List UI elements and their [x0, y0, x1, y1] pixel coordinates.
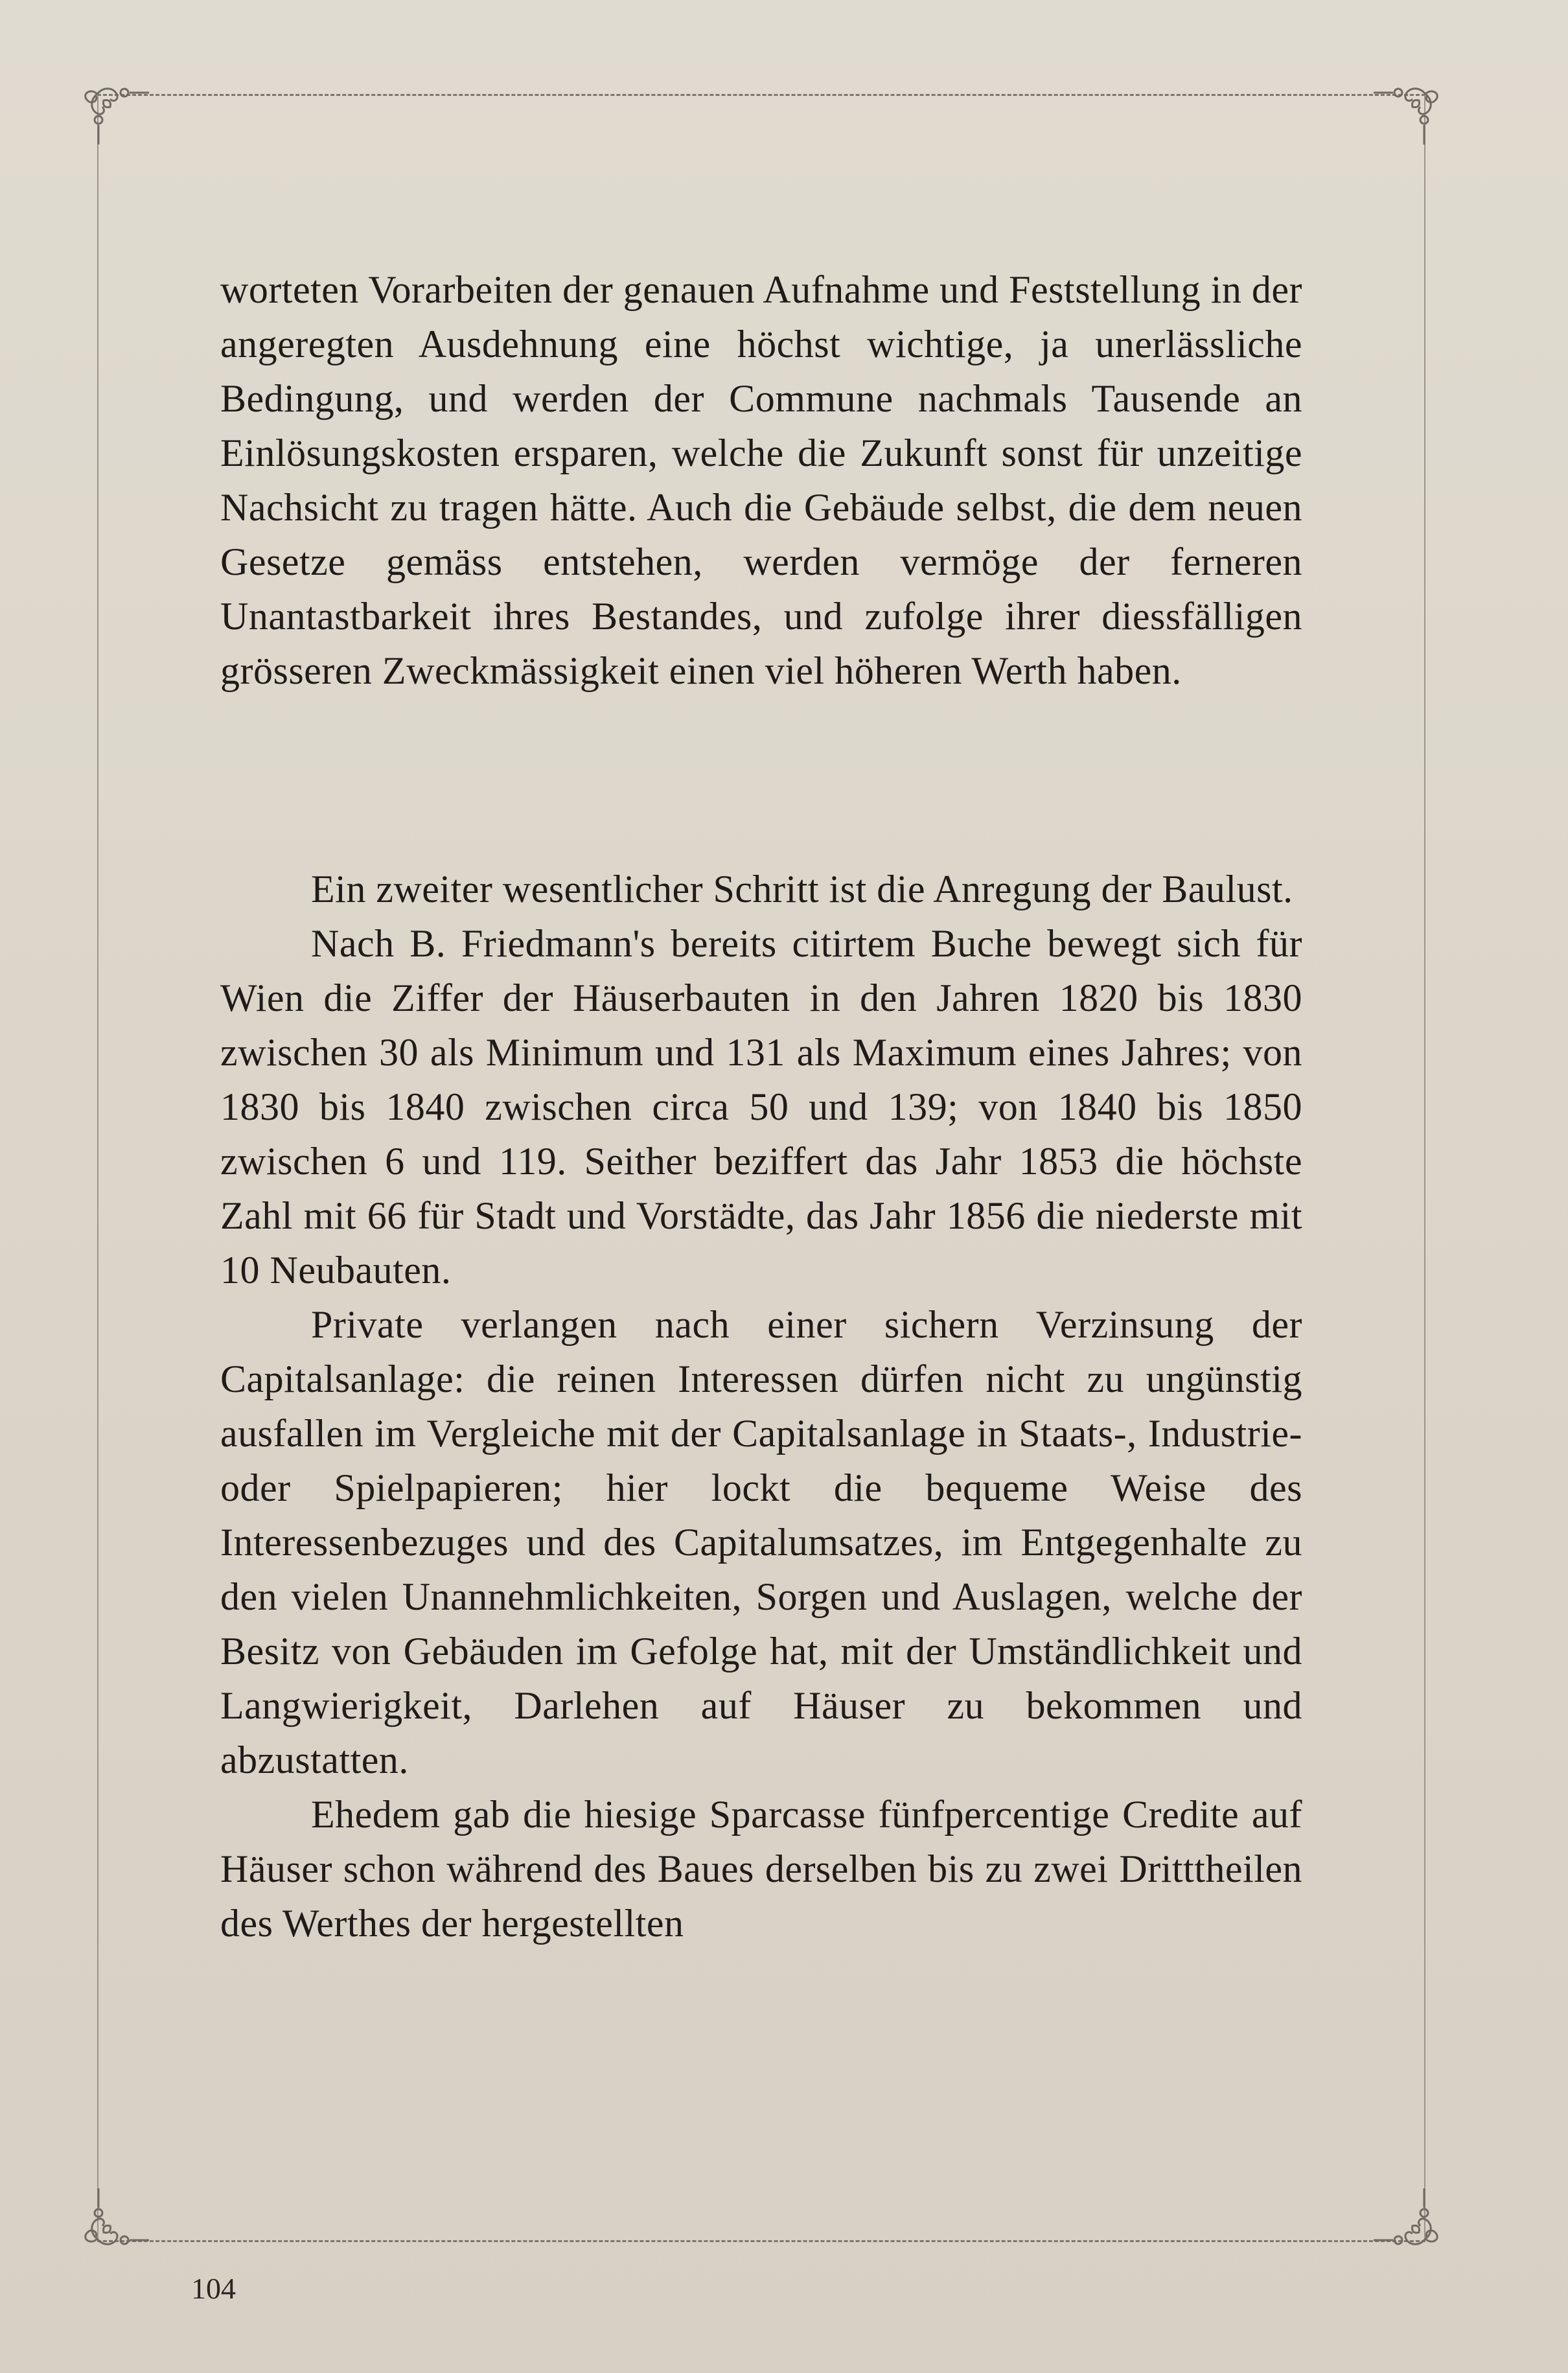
paragraph: Private verlangen nach einer sichern Verzinsung der Capitalsanlage: die reinen Interessen dürfen nicht zu ungünstig ausfallen im Vergleiche mit der Capitalsanlage in Staats-, Industrie- oder Spielpapieren; hier lockt die bequeme Weise des Interessenbezuges und des Capitalumsatzes, im Entgegenhalte zu den vielen Unannehmlichkeiten, Sorgen und Auslagen, welche der Besitz von Gebäuden im Gefolge hat, mit der Umständlichkeit und Langwierigkeit, Darlehen auf Häuser zu bekommen und abzustatten.: [220, 1303, 1302, 1781]
corner-ornament-top-right: [1361, 71, 1445, 156]
paragraph: Ehedem gab die hiesige Sparcasse fünfpercentige Credite auf Häuser schon während des Baues derselben bis zu zwei Dritttheilen des Werthes der hergestellten: [220, 1793, 1302, 1945]
paragraph-continuation: worteten Vorarbeiten der genauen Aufnahme und Feststellung in der angeregten Ausdehnung eine höchst wichtige, ja unerlässliche Bedingung, und werden der Commune nachmals Tausende an Einlösungskosten ersparen, welche die Zukunft sonst für unzeitige Nachsicht zu tragen hätte. Auch die Gebäude selbst, die dem neuen Gesetze gemäss entstehen, werden vermöge der ferneren Unantastbarkeit ihres Bestandes, und zufolge ihrer diessfälligen grösseren Zweckmässigkeit einen viel höheren Werth haben.: [220, 268, 1302, 692]
corner-ornament-bottom-left: [78, 2177, 162, 2262]
paragraph: Nach B. Friedmann's bereits citirtem Buche bewegt sich für Wien die Ziffer der Häuserbauten in den Jahren 1820 bis 1830 zwischen 30 als Minimum und 131 als Maximum eines Jahres; von 1830 bis 1840 zwischen circa 50 und 139; von 1840 bis 1850 zwischen 6 und 119. Seither beziffert das Jahr 1853 die höchste Zahl mit 66 für Stadt und Vorstädte, das Jahr 1856 die niederste mit 10 Neubauten.: [220, 922, 1302, 1291]
page-number: 104: [191, 2272, 236, 2305]
body-text-main: [220, 862, 1302, 1950]
paragraph: Ein zweiter wesentlicher Schritt ist die Anregung der Baulust.: [311, 868, 1293, 910]
corner-ornament-top-left: [78, 71, 162, 156]
body-text-top: [220, 262, 1302, 698]
corner-ornament-bottom-right: [1361, 2177, 1445, 2262]
